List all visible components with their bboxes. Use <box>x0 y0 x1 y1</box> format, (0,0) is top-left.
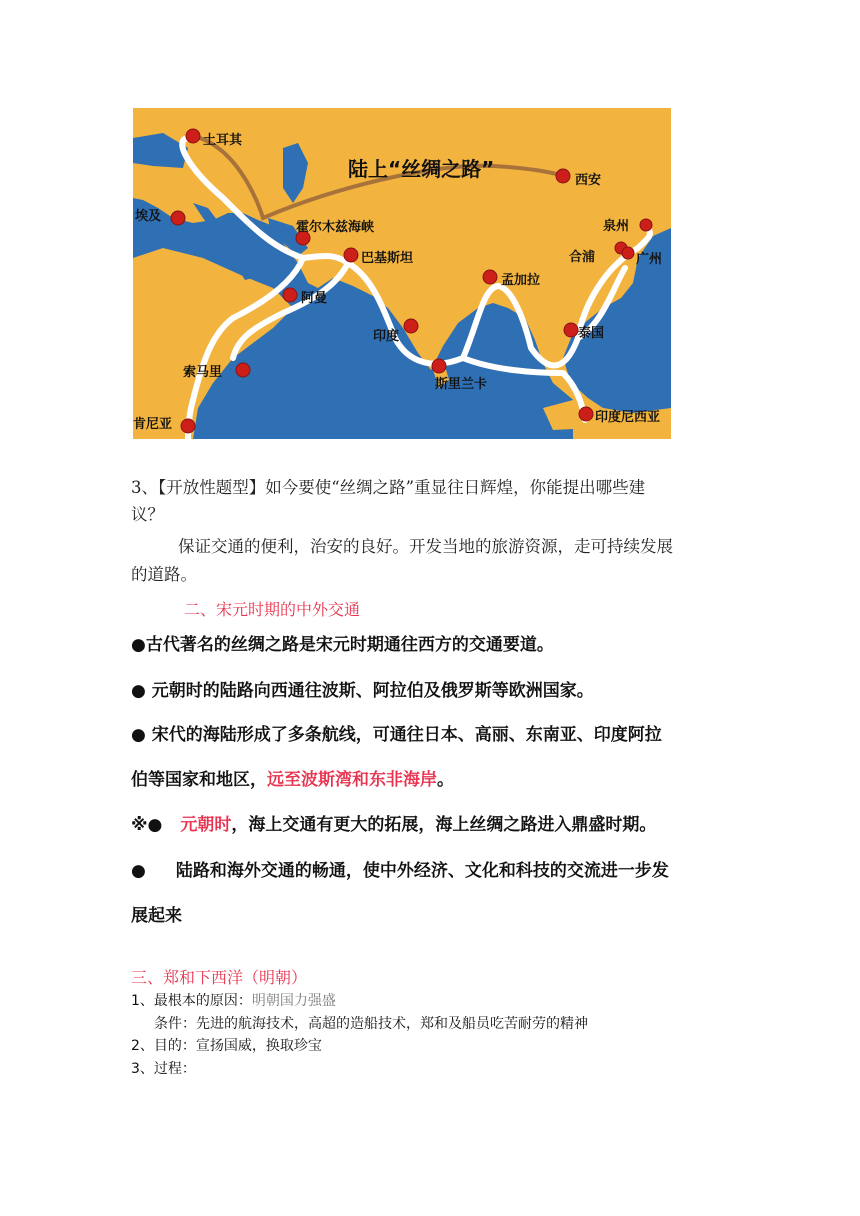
answer-3-line1: 保证交通的便利，治安的良好。开发当地的旅游资源，走可持续发展 <box>178 537 673 556</box>
map-title: 陆上“丝绸之路” <box>348 157 495 181</box>
section-2-bullet-5-line2: 展起来 <box>131 906 182 926</box>
city-dot-xian <box>556 169 570 183</box>
label-pakistan: 巴基斯坦 <box>361 251 414 266</box>
city-dot-oman <box>283 288 297 302</box>
section-3-line-2: 条件：先进的航海技术，高超的造船技术，郑和及船员吃苦耐劳的精神 <box>154 1016 588 1032</box>
label-xian: 西安 <box>575 173 602 188</box>
silk-road-map <box>133 108 671 439</box>
label-thailand: 泰国 <box>578 326 605 341</box>
label-hepu: 合浦 <box>569 250 596 265</box>
bullet-5-dot: ● <box>131 861 146 881</box>
city-dot-somalia <box>236 363 250 377</box>
label-egypt: 埃及 <box>135 209 162 224</box>
answer-3-line2: 的道路。 <box>131 565 197 584</box>
bullet-5-text: 陆路和海外交通的畅通，使中外经济、文化和科技的交流进一步发 <box>175 861 669 881</box>
question-3-line2: 议？ <box>131 505 164 524</box>
section-3-heading: 三、郑和下西洋（明朝） <box>131 968 308 987</box>
label-srilanka: 斯里兰卡 <box>435 377 488 392</box>
reason-label: 1、最根本的原因： <box>131 993 252 1009</box>
question-3-line1: 3、【开放性题型】如今要使“丝绸之路”重显往日辉煌，你能提出哪些建 <box>131 478 646 497</box>
map-graphic <box>133 108 671 439</box>
city-dot-kenya <box>181 419 195 433</box>
city-dot-turkey <box>186 129 200 143</box>
city-dot-pakistan <box>344 248 358 262</box>
city-dot-thailand <box>564 323 578 337</box>
section-2-bullet-2: ● 元朝时的陆路向西通往波斯、阿拉伯及俄罗斯等欧洲国家。 <box>131 681 594 701</box>
city-dot-bangladesh <box>483 270 497 284</box>
bullet-4-prefix: ※● <box>131 815 163 835</box>
section-2-heading: 二、宋元时期的中外交通 <box>184 600 361 619</box>
label-quanzhou: 泉州 <box>603 219 630 234</box>
city-dot-quanzhou <box>640 219 652 231</box>
bullet-3-highlight: 远至波斯湾和东非海岸 <box>267 770 437 790</box>
label-turkey: 土耳其 <box>203 133 243 148</box>
city-dot-srilanka <box>432 359 446 373</box>
label-kenya: 肯尼亚 <box>133 417 173 432</box>
label-hormuz: 霍尔木兹海峡 <box>296 220 375 235</box>
reason-value: 明朝国力强盛 <box>251 993 336 1009</box>
city-dot-india <box>404 319 418 333</box>
city-dot-guangzhou <box>622 247 634 259</box>
section-3-line-1 <box>131 990 336 1010</box>
label-guangzhou: 广州 <box>636 252 663 267</box>
label-somalia: 索马里 <box>183 365 223 380</box>
bullet-4-text: ，海上交通有更大的拓展，海上丝绸之路进入鼎盛时期。 <box>231 815 657 835</box>
city-dot-indonesia <box>579 407 593 421</box>
city-dot-egypt <box>171 211 185 225</box>
label-indonesia: 印度尼西亚 <box>595 410 661 425</box>
bullet-4-highlight: 元朝时 <box>180 815 232 835</box>
section-2-bullet-1: ●古代著名的丝绸之路是宋元时期通往西方的交通要道。 <box>131 635 554 655</box>
bullet-3-text: 伯等国家和地区， <box>131 770 267 790</box>
section-2-bullet-4 <box>131 810 656 835</box>
section-2-bullet-5-line1 <box>131 856 669 881</box>
section-3-line-3: 2、目的：宣扬国威，换取珍宝 <box>131 1038 322 1054</box>
section-2-bullet-3-line2 <box>131 765 454 790</box>
section-3-line-4: 3、过程： <box>131 1061 196 1077</box>
label-india: 印度 <box>373 329 400 344</box>
section-2-bullet-3-line1: ● 宋代的海陆形成了多条航线，可通往日本、高丽、东南亚、印度阿拉 <box>131 725 662 745</box>
bullet-3-end: 。 <box>437 770 454 790</box>
label-bangladesh: 孟加拉 <box>501 273 541 288</box>
label-oman: 阿曼 <box>301 291 328 306</box>
